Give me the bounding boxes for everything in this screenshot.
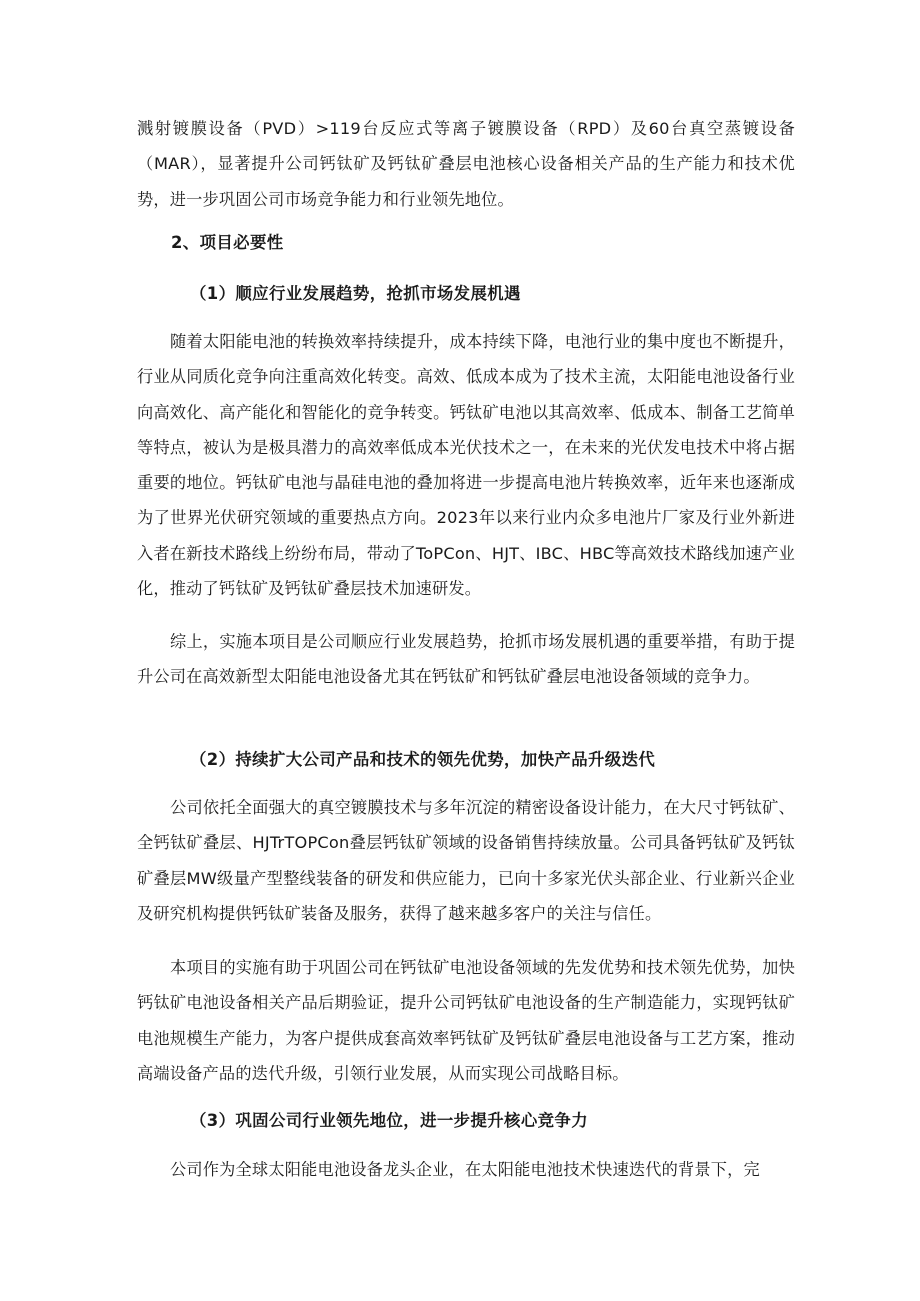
section-heading-necessity: 2、项目必要性	[171, 233, 284, 252]
subheading-leading-advantage: （2）持续扩大公司产品和技术的领先优势，加快产品升级迭代	[190, 750, 656, 769]
paragraph-continued: 溅射镀膜设备（PVD）>119台反应式等离子镀膜设备（RPD）及60台真空蒸镀设备（MAR），显著提升公司钙钛矿及钙钛矿叠层电池核心设备相关产品的生产能力和技术优势，进一步巩固公司市场竞争能力和行业领先地位。	[137, 119, 795, 209]
paragraph-project-benefits: 本项目的实施有助于巩固公司在钙钛矿电池设备领域的先发优势和技术领先优势，加快钙钛矿电池设备相关产品后期验证，提升公司钙钛矿电池设备的生产制造能力，实现钙钛矿电池规模生产能力，为客户提供成套高效率钙钛矿及钙钛矿叠层电池设备与工艺方案，推动高端设备产品的迭代升级，引领行业发展，从而实现公司战略目标。	[137, 958, 795, 1083]
paragraph-vacuum-coating: 公司依托全面强大的真空镀膜技术与多年沉淀的精密设备设计能力，在大尺寸钙钛矿、全钙钛矿叠层、HJTrTOPCon叠层钙钛矿领域的设备销售持续放量。公司具备钙钛矿及钙钛矿叠层MW级量产型整线装备的研发和供应能力，已向十多家光伏头部企业、行业新兴企业及研究机构提供钙钛矿装备及服务，获得了越来越多客户的关注与信任。	[137, 798, 795, 923]
paragraph-summary: 综上，实施本项目是公司顺应行业发展趋势，抢抓市场发展机遇的重要举措，有助于提升公司在高效新型太阳能电池设备尤其在钙钛矿和钙钛矿叠层电池设备领域的竞争力。	[137, 632, 795, 687]
paragraph-global-leader: 公司作为全球太阳能电池设备龙头企业，在太阳能电池技术快速迭代的背景下，完	[170, 1160, 760, 1179]
paragraph-industry-trend: 随着太阳能电池的转换效率持续提升，成本持续下降，电池行业的集中度也不断提升，行业从同质化竞争向注重高效化转变。高效、低成本成为了技术主流，太阳能电池设备行业向高效化、高产能化和智能化的竞争转变。钙钛矿电池以其高效率、低成本、制备工艺简单等特点，被认为是极具潜力的高效率低成本光伏技术之一，在未来的光伏发电技术中将占据重要的地位。钙钛矿电池与晶硅电池的叠加将进一步提高电池片转换效率，近年来也逐渐成为了世界光伏研究领域的重要热点方向。2023年以来行业内众多电池片厂家及行业外新进入者在新技术路线上纷纷布局，带动了ToPCon、HJT、IBC、HBC等高效技术路线加速产业化，推动了钙钛矿及钙钛矿叠层技术加速研发。	[137, 332, 795, 599]
subheading-core-competitiveness: （3）巩固公司行业领先地位，进一步提升核心竞争力	[190, 1111, 588, 1130]
subheading-industry-trend: （1）顺应行业发展趋势，抢抓市场发展机遇	[190, 284, 521, 303]
